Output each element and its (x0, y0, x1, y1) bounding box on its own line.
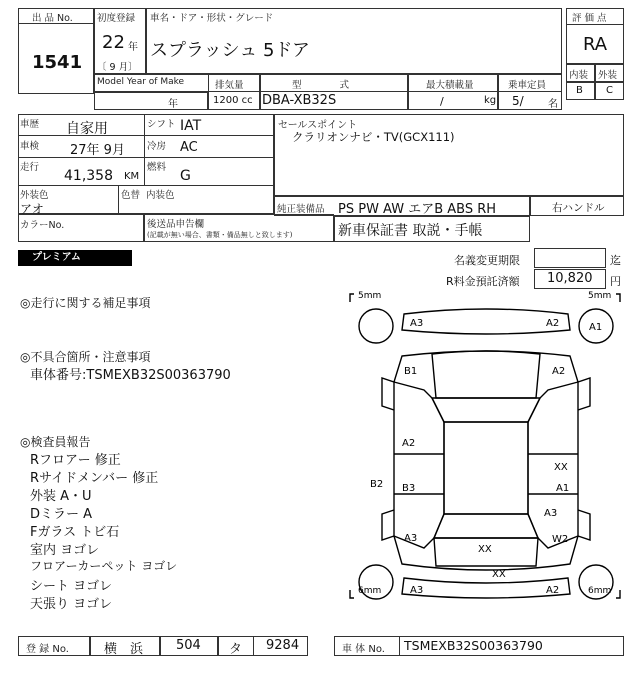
inspector-item: フロアーカーペット ヨゴレ (30, 559, 178, 573)
equipment-label: 純正装備品 (277, 204, 325, 215)
damage-mark: A2 (546, 318, 560, 329)
ac-label: 冷房 (147, 141, 167, 152)
mileage-label: 走行 (20, 162, 40, 173)
car-name: スプラッシュ 5ドア (150, 40, 310, 61)
capacity-value: 5/ (512, 94, 524, 108)
damage-mark: A2 (402, 438, 416, 449)
shift: IAT (180, 118, 202, 134)
car-damage-diagram (340, 286, 630, 626)
sales-point-label: セールスポイント (278, 120, 358, 131)
max-load-unit: kg (484, 95, 497, 106)
grade: RA (583, 34, 608, 55)
fuel-label: 燃料 (147, 162, 167, 173)
steering: 右ハンドル (552, 202, 605, 214)
name-change-box (534, 248, 606, 268)
model-label: 型 式 (292, 80, 350, 91)
damage-mark: B1 (404, 366, 418, 377)
history-label: 車歴 (20, 119, 40, 130)
premium-bar: プレミアム (18, 250, 132, 266)
fuel: G (180, 168, 191, 184)
model-year-unit: 年 (168, 99, 178, 110)
damage-mark: B2 (370, 479, 384, 490)
damage-mark: B3 (402, 483, 416, 494)
damage-mark: A3 (404, 533, 418, 544)
mileage-unit: KM (124, 171, 140, 182)
chassis-number: TSMEXB32S00363790 (404, 638, 543, 653)
defect-notes-label: ◎不具合箇所・注意事項 (20, 350, 151, 364)
grade-label: 評 価 点 (572, 13, 607, 24)
lot-number: 1541 (32, 52, 83, 73)
ext-color: アオ (20, 202, 44, 216)
first-reg-year: 22 (102, 32, 125, 53)
damage-mark: A2 (552, 366, 566, 377)
inspector-item: Dミラー A (30, 507, 93, 522)
inspector-item: Rサイドメンバー 修正 (30, 471, 159, 486)
inspector-label: ◎検査員報告 (20, 435, 91, 449)
inspector-item: Rフロアー 修正 (30, 453, 121, 468)
inspection: 27年 9月 (70, 143, 125, 158)
damage-mark: A3 (544, 508, 558, 519)
driving-notes-label: ◎走行に関する補足事項 (20, 296, 151, 310)
damage-mark: A2 (546, 585, 560, 596)
inspector-item: 室内 ヨゴレ (30, 543, 100, 558)
damage-mark: A3 (410, 585, 424, 596)
mileage: 41,358 (64, 168, 113, 184)
damage-mark: A1 (556, 483, 570, 494)
name-change-unit: 迄 (610, 254, 621, 267)
color-change-label: 色替 (121, 190, 141, 201)
reg-region: 横 浜 (104, 642, 144, 657)
damage-mark: XX (554, 462, 568, 473)
chassis-label: 車 体 No. (342, 644, 385, 655)
size-top-right: 5mm (588, 291, 612, 301)
history: 自家用 (66, 121, 108, 137)
car-name-label: 車名・ドア・形状・グレード (150, 13, 274, 24)
int-color-label: 内装色 (146, 190, 175, 201)
interior-label: 内装 (569, 70, 589, 81)
shift-label: シフト (147, 119, 176, 130)
warranty-label: 後送品申告欄 (147, 219, 205, 230)
max-load-label: 最大積載量 (426, 80, 474, 91)
first-reg-year-unit: 年 (128, 42, 138, 53)
exterior-label: 外装 (598, 70, 618, 81)
size-bottom-right: 6mm (588, 586, 612, 596)
recycle-value: 10,820 (547, 271, 593, 286)
model-code: DBA-XB32S (262, 93, 337, 108)
reg-kana: タ (229, 642, 243, 657)
reg-label: 登 録 No. (26, 644, 69, 655)
recycle-label: R料金預託済額 (446, 275, 520, 288)
first-reg-label: 初度登録 (97, 13, 136, 24)
damage-mark: XX (478, 544, 492, 555)
size-bottom-left: 6mm (358, 586, 382, 596)
first-reg-month: 〔 9 月〕 (97, 62, 138, 73)
name-change-label: 名義変更期限 (454, 254, 520, 267)
damage-mark: A3 (410, 318, 424, 329)
damage-mark: XX (492, 569, 506, 580)
exterior-grade: C (606, 85, 613, 96)
capacity-unit: 名 (548, 99, 558, 110)
inspection-label: 車検 (20, 141, 40, 152)
reg-number: 9284 (266, 638, 300, 653)
model-year-label: Model Year of Make (97, 77, 185, 87)
warranty: 新車保証書 取説・手帳 (338, 223, 483, 239)
ext-color-label: 外装色 (20, 190, 49, 201)
chassis-note: 車体番号:TSMEXB32S00363790 (30, 368, 231, 383)
lot-label: 出 品 No. (32, 13, 73, 24)
inspector-item: 天張り ヨゴレ (30, 597, 113, 612)
color-no-label: カラーNo. (20, 220, 65, 231)
inspector-item: Fガラス トビ石 (30, 525, 120, 540)
warranty-note: (記載が無い場合、書類・備品無しと致します) (147, 231, 293, 239)
inspector-item: シート ヨゴレ (30, 579, 113, 594)
interior-grade: B (576, 85, 583, 96)
size-top-left: 5mm (358, 291, 382, 301)
ac: AC (180, 140, 198, 155)
displacement: 1200 cc (213, 95, 253, 106)
damage-mark: A1 (589, 322, 603, 333)
damage-mark: W2 (552, 534, 569, 545)
max-load-value: / (440, 95, 444, 108)
reg-class: 504 (176, 638, 201, 653)
capacity-label: 乗車定員 (508, 80, 547, 91)
displacement-label: 排気量 (215, 80, 244, 91)
recycle-unit: 円 (610, 275, 621, 288)
inspector-item: 外装 A・U (30, 489, 92, 504)
sales-point: クラリオンナビ・TV(GCX111) (292, 130, 455, 144)
equipment: PS PW AW エアB ABS RH (338, 202, 497, 217)
